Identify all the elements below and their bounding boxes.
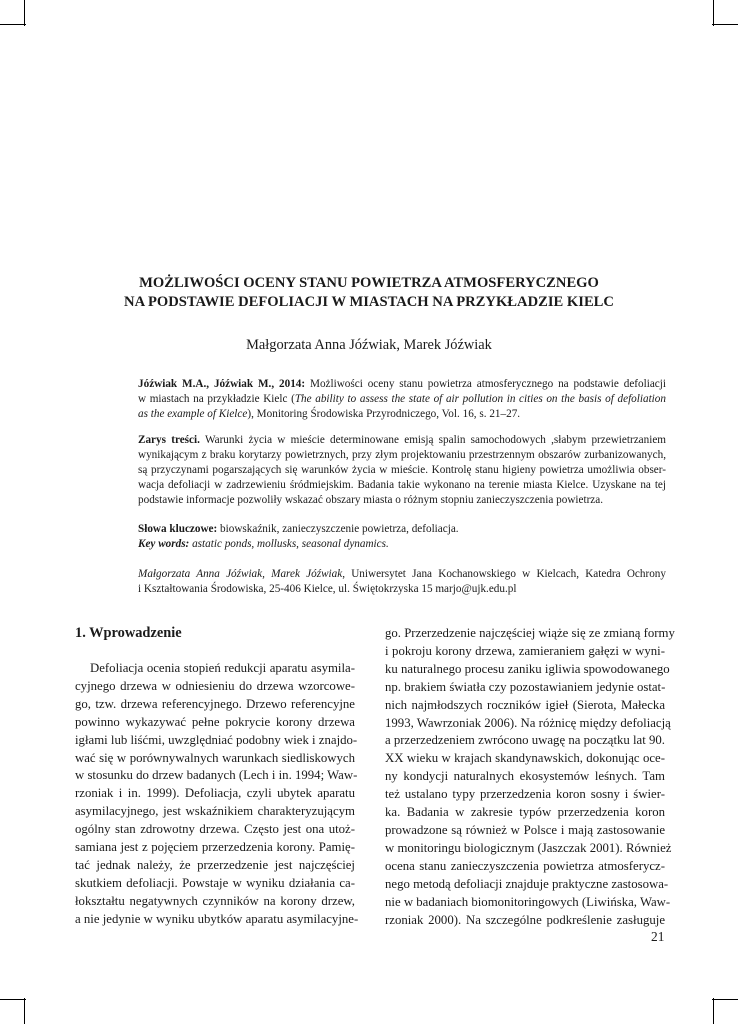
title-line-1: MOŻLIWOŚCI OCENY STANU POWIETRZA ATMOSFERYCZNEGO [139,275,599,291]
body-text-line: w stosunku do drzew badanych (Lech i in. 1994; Waw- [75,768,358,783]
body-text-line: rzoniak 2000). Na szczególne podkreślenie zasługuje [385,912,665,927]
body-text-line: rzoniak i in. 1999). Defoliacja, czyli ubytek aparatu [75,786,355,801]
body-text-line: i pokroju korony drzewa, zamieraniem gałęzi w wyni- [385,643,665,658]
body-text-line: nego metodą defoliacji znajduje praktyczne zastosowa- [385,876,669,891]
body-text-line: 1993, Wawrzoniak 2006). Na różnicę między defoliacją [385,715,671,730]
abstract-line: wynikającym z braku korytarzy powietrznych, przy złym projektowaniu przestrzennym obszarów zurbanizowanych, [138,449,666,461]
body-text-line: w monitoringu biologicznym (Jaszczak 2001). Również [385,840,672,855]
affiliation-address: i Kształtowania Środowiska, 25-406 Kielce, ul. Świętokrzyska 15 marjo@ujk.edu.pl [138,583,517,595]
body-text-line: prowadzone są również w Polsce i mają zastosowanie [385,822,665,837]
body-text-line: łokształtu negatywnych czynników na korony drzew, [75,893,355,908]
title-line-2: NA PODSTAWIE DEFOLIACJI W MIASTACH NA PRZYKŁADZIE KIELC [124,294,614,310]
citation-title-part: Możliwości oceny stanu powietrza atmosferycznego na podstawie defoliacji [305,378,666,390]
body-text-line: Defoliacja ocenia stopień redukcji aparatu asymila- [90,661,355,675]
body-text-line: ogólny stan zdrowotny drzewa. Często jest ona utoż- [75,822,355,837]
left-column [75,660,359,929]
keywords-pl: biowskaźnik, zanieczyszczenie powietrza, defoliacja. [217,523,459,535]
abstract-line: są przyczynami pogarszających się warunków życia w mieście. Kontrolę stanu higieny powietrza umożliwia obser- [138,464,666,476]
body-text-line: skutkiem defoliacji. Powstaje w wyniku działania ca- [75,875,355,890]
body-text-line: ny kondycji naturalnych ekosystemów leśnych. Tam [385,769,665,784]
citation-journal: ), Monitoring Środowiska Przyrodniczego, Vol. 16, s. 21–27. [247,408,521,420]
body-text-line: a przerzedzeniem zwrócono uwagę na początku lat 90. [385,733,665,748]
crop-mark-top-right [713,0,714,26]
body-text-line: go. Przerzedzenie najczęściej wiąże się ze zmianą formy [385,626,675,640]
crop-mark-top-left [24,0,25,26]
abstract [138,433,666,508]
body-text-line: igłami lub liśćmi, uwzględniać podobny wiek i znajdo- [75,732,358,747]
body-text-line: ku naturalnego procesu zaniku igliwia spowodowanego [385,661,670,676]
page-number: 21 [651,929,665,944]
body-text-line: ka. Badania w zakresie typów przerzedzenia koron [385,805,665,820]
keywords [138,522,666,552]
section-heading: 1. Wprowadzenie [75,625,182,641]
body-text-line: np. brakiem światła czy pozostawianiem jedynie ostat- [385,679,666,694]
body-text-line: XX wieku w krajach skandynawskich, dokonując oce- [385,751,665,766]
keywords-en: astatic ponds, mollusks, seasonal dynamics. [189,538,389,550]
abstract-line: podstawie informacje pozwoliły wskazać obszary miasta o różnym stopniu zanieczyszczenia powietrza. [138,494,604,506]
body-text-line: też ustalano typy przerzedzenia koron sosny i świer- [385,787,665,802]
body-text-line: asymilacyjnego, jest wskaźnikiem charakteryzującym [75,804,355,819]
keywords-pl-label: Słowa kluczowe: [138,523,218,535]
affiliation [138,567,666,597]
right-column [385,625,675,929]
crop-mark-bottom-right [713,998,714,1024]
paper-title [60,274,678,312]
abstract-line: wacja defoliacji w zadrzewieniu śródmiejskim. Badania takie wykonano na terenie miasta Kielce. Uzyskane na tej [138,479,666,491]
crop-mark-top-right-h [712,24,738,25]
body-text-line: a nie jedynie w wyniku ubytków aparatu asymilacyjne- [75,911,359,926]
body-text-line: wać się w porównywalnych warunkach siedliskowych [75,750,355,765]
body-text-line: powinno wykazywać pełne pokrycie korony drzewa [75,714,355,729]
citation-english-title-cont: as the example of Kielce [138,408,248,420]
body-text-line: ocena stanu zanieczyszczenia powietrza atmosferycz- [385,858,665,873]
body-text-line: go, tzw. drzewa referencyjnego. Drzewo referencyjne [75,696,355,711]
crop-mark-bottom-left-h [0,999,26,1000]
abstract-label: Zarys treści. [138,434,200,446]
affiliation-institution: , Uniwersytet Jana Kochanowskiego w Kielcach, Katedra Ochrony [342,568,666,580]
abstract-line: Warunki życia w mieście determinowane emisją spalin samochodowych ,słabym przewietrzaniem [199,434,666,446]
body-text-line: nie w badaniach biomonitoringowych (Liwińska, Waw- [385,894,671,909]
affiliation-names: Małgorzata Anna Jóźwiak, Marek Jóźwiak [138,568,343,580]
citation [138,377,666,422]
citation-authors: Jóźwiak M.A., Jóźwiak M., 2014: [138,378,306,390]
crop-mark-bottom-left [24,998,25,1024]
crop-mark-bottom-right-h [712,999,738,1000]
author-list: Małgorzata Anna Jóźwiak, Marek Jóźwiak [246,337,492,353]
citation-english-title: The ability to assess the state of air pollution in cities on the basis of defoliation [294,393,666,405]
body-text-line: nich najmłodszych roczników igieł (Sierota, Małecka [385,697,665,712]
citation-title-cont: w miastach na przykładzie Kielc ( [138,393,295,405]
body-text-line: samiana jest z pojęciem przerzedzenia korony. Pamię- [75,840,355,855]
body-text-line: tać jednak należy, że przerzedzenie jest najczęściej [75,857,355,872]
crop-mark-top-left-h [0,24,26,25]
keywords-en-label: Key words: [138,538,190,550]
body-text-line: cyjnego drzewa w odniesieniu do drzewa wzorcowe- [75,678,355,693]
